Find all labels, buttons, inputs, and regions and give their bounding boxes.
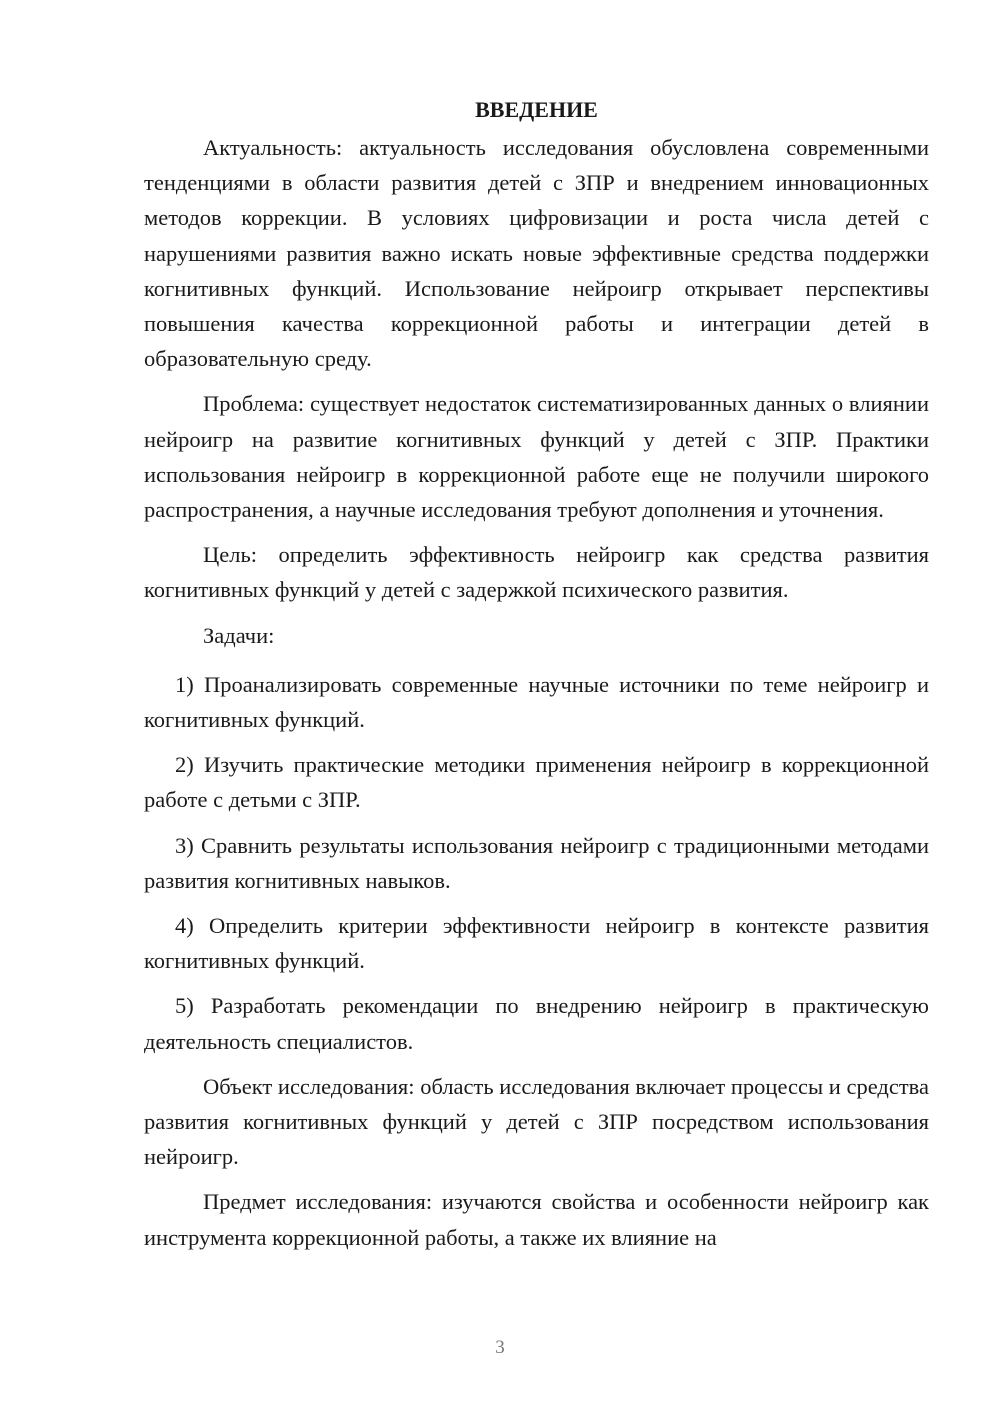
task-item-2: 2) Изучить практические методики применения нейроигр в коррекционной работе с детьми с ЗПР. <box>144 752 929 813</box>
paragraph-relevance: Актуальность: актуальность исследования обусловлена современными тенденциями в области развития детей с ЗПР и внедрением инновационных методов коррекции. В условиях цифровизации и роста числа детей с нарушениями развития важно искать новые эффективные средства поддержки когнитивных функций. Использование нейроигр открывает перспективы повышения качества коррекционной работы и интеграции детей в образовательную среду. <box>144 135 929 372</box>
task-item-3: 3) Сравнить результаты использования нейроигр с традиционными методами развития когнитивных навыков. <box>144 832 929 893</box>
paragraph-goal: Цель: определить эффективность нейроигр как средства развития когнитивных функций у детей с задержкой психического развития. <box>144 542 929 603</box>
task-item-4: 4) Определить критерии эффективности нейроигр в контексте развития когнитивных функций. <box>144 913 929 974</box>
paragraph-object: Объект исследования: область исследования включает процессы и средства развития когнитивных функций у детей с ЗПР посредством использования нейроигр. <box>144 1073 929 1170</box>
task-item-5: 5) Разработать рекомендации по внедрению нейроигр в практическую деятельность специалистов. <box>144 993 929 1054</box>
paragraph-subject: Предмет исследования: изучаются свойства и особенности нейроигр как инструмента коррекционной работы, а также их влияние на <box>144 1189 929 1250</box>
tasks-heading: Задачи: <box>203 622 275 648</box>
paragraph-problem: Проблема: существует недостаток систематизированных данных о влиянии нейроигр на развитие когнитивных функций у детей с ЗПР. Практики использования нейроигр в коррекционной работе еще не получили широкого распространения, а научные исследования требуют дополнения и уточнения. <box>144 391 929 523</box>
section-title: ВВЕДЕНИЕ <box>475 97 598 122</box>
task-item-1: 1) Проанализировать современные научные источники по теме нейроигр и когнитивных функций. <box>144 671 929 733</box>
page-content <box>144 95 929 1265</box>
page-number: 3 <box>495 1337 505 1358</box>
